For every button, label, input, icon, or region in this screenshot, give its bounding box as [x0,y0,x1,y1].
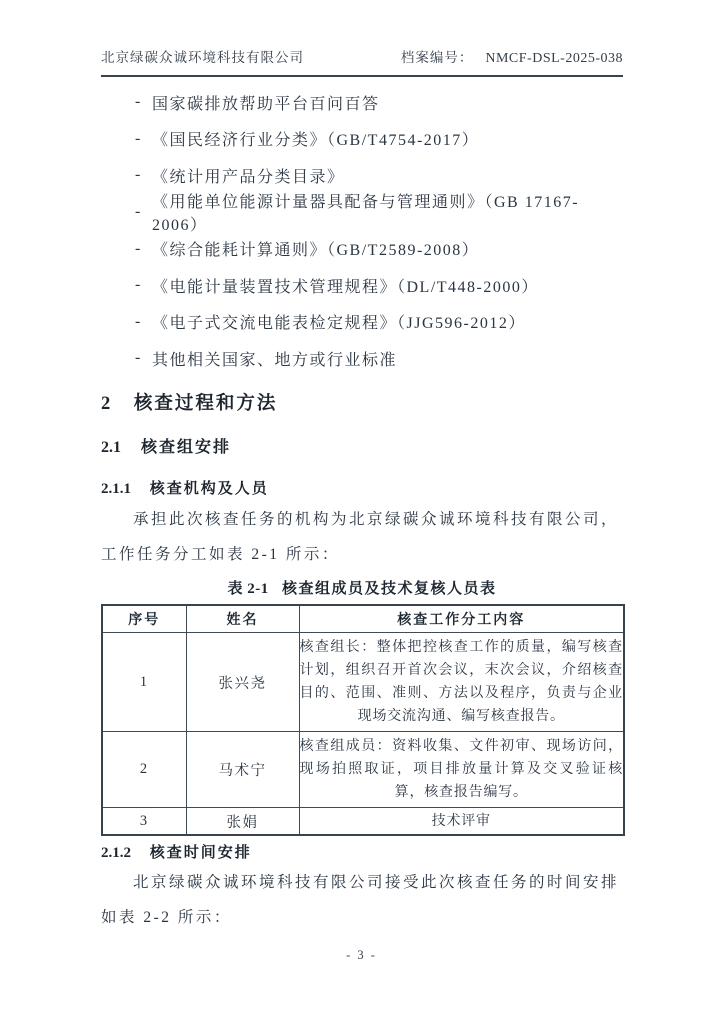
list-item [101,121,626,158]
section-number: 2.1.1 [101,481,131,497]
cell-no: 1 [102,633,186,732]
cell-name: 张兴尧 [186,633,299,732]
section-number: 2.1.2 [101,845,131,861]
table-row [102,732,624,808]
list-item [101,84,626,121]
paragraph-verification-body [101,503,625,572]
dash-bullet: - [135,129,142,147]
list-item-text: 《国民经济行业分类》（GB/T4754-2017） [152,132,480,150]
header-archive [401,46,623,67]
list-item-text: 其他相关国家、地方或行业标准 [152,351,398,369]
cell-name: 张娟 [186,808,299,836]
paragraph-line: 工作任务分工如表 2-1 所示： [101,545,340,563]
column-header-name: 姓名 [186,605,299,633]
section-heading-2-1-2 [101,841,252,862]
list-item [101,267,626,304]
page-header [101,46,623,77]
dash-bullet: - [135,276,142,294]
list-item [101,304,626,341]
dash-bullet: - [135,166,142,184]
list-item [101,230,626,267]
paragraph-line: 如表 2-2 所示： [101,908,232,926]
cell-duty: 技术评审 [299,808,624,836]
list-item-text: 《电能计量装置技术管理规程》（DL/T448-2000） [152,278,539,296]
paragraph-line [101,503,625,538]
dash-bullet: - [135,93,142,111]
dash-bullet: - [135,203,142,221]
archive-number-label: 档案编号： [400,50,474,65]
list-item-text: 《电子式交流电能表检定规程》（JJG596-2012） [152,315,526,333]
archive-number-value: NMCF-DSL-2025-038 [485,51,623,66]
cell-no: 2 [102,732,186,808]
list-item-text: 国家碳排放帮助平台百问百答 [152,95,380,113]
table-row [102,808,624,836]
cell-name: 马术宁 [186,732,299,808]
page-number: - 3 - [346,948,377,962]
paragraph-line [101,866,625,901]
cell-duty: 核查组成员：资料收集、文件初审、现场访问，现场拍照取证，项目排放量计算及交叉验证核算，核查报告编写。 [299,732,624,808]
section-heading-2 [101,389,277,415]
section-heading-2-1-1 [101,477,269,498]
dash-bullet: - [135,312,142,330]
verification-team-table [101,604,625,836]
column-header-duty: 核查工作分工内容 [299,605,624,633]
reference-list [101,84,626,377]
column-header-no: 序号 [102,605,186,633]
table-row [102,633,624,732]
list-item-text: 《综合能耗计算通则》（GB/T2589-2008） [152,242,480,260]
header-company-name: 北京绿碳众诚环境科技有限公司 [101,50,304,65]
list-item [101,340,626,377]
dash-bullet: - [135,239,142,257]
list-item [101,194,626,235]
section-number: 2 [101,394,111,414]
list-item-text: 《用能单位能源计量器具配备与管理通则》（GB 17167-2006） [152,194,580,235]
section-title: 核查时间安排 [149,845,252,861]
table-header-row [102,605,624,633]
paragraph-text: 承担此次核查任务的机构为北京绿碳众诚环境科技有限公司， [133,511,620,528]
table-caption-title: 核查组成员及技术复核人员表 [281,581,497,597]
section-heading-2-1 [101,434,231,457]
paragraph-text: 北京绿碳众诚环境科技有限公司接受此次核查任务的时间安排 [133,874,620,891]
paragraph-time-schedule [101,866,625,935]
table-caption-number: 表 2-1 [227,581,269,597]
cell-duty: 核查组长：整体把控核查工作的质量，编写核查计划，组织召开首次会议，末次会议，介绍核查目的、范围、准则、方法以及程序，负责与企业现场交流沟通、编写核查报告。 [299,633,624,732]
dash-bullet: - [135,349,142,367]
section-number: 2.1 [101,439,121,456]
section-title: 核查组安排 [141,439,232,456]
list-item-text: 《统计用产品分类目录》 [152,168,345,186]
section-title: 核查过程和方法 [133,394,278,414]
table-caption [101,577,623,598]
section-title: 核查机构及人员 [149,481,269,497]
cell-no: 3 [102,808,186,836]
